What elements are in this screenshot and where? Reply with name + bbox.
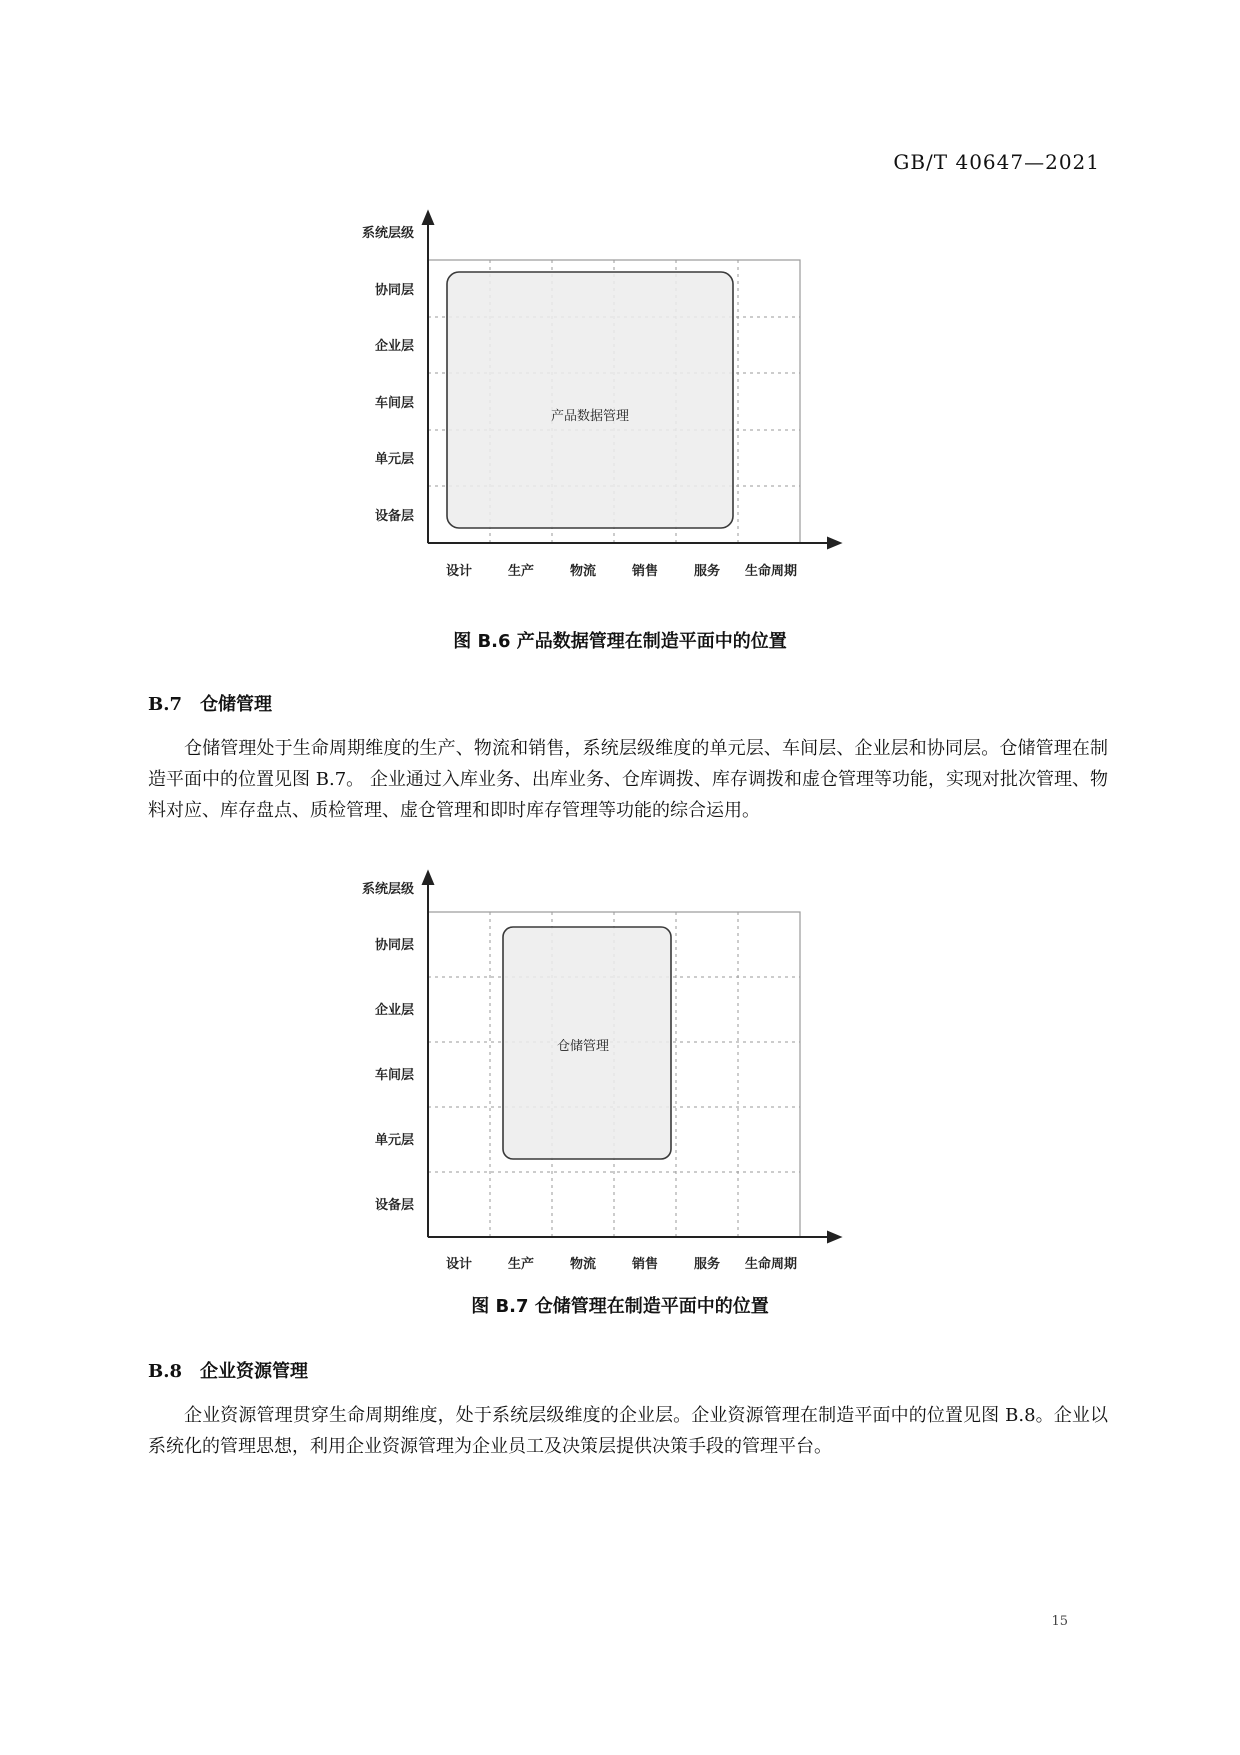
stage-label: 物流 [569,1257,597,1272]
figure-b7-caption: 图 B.7 仓储管理在制造平面中的位置 [471,1296,769,1317]
standard-code: GB/T 40647—2021 [893,150,1100,174]
section-heading-b7 [148,690,272,716]
level-label: 设备层 [374,509,414,524]
level-label: 企业层 [374,339,414,354]
region-label: 仓储管理 [556,1039,610,1054]
stage-labels [446,1256,720,1272]
y-axis-label: 系统层级 [362,226,415,241]
figure-b7-diagram [362,870,850,1272]
x-axis-label: 生命周期 [745,564,798,579]
figure-b6-diagram [362,210,850,610]
figure-b6-svg [362,210,850,610]
level-labels [375,282,414,524]
stage-label: 生产 [507,564,535,579]
region-label: 产品数据管理 [550,409,630,424]
level-label: 协同层 [374,283,414,298]
stage-label: 服务 [693,1257,721,1272]
level-label: 企业层 [374,1003,414,1018]
level-label: 协同层 [374,938,414,953]
stage-label: 物流 [569,564,597,579]
y-axis-label: 系统层级 [362,882,415,897]
section-number: B.7 [148,694,183,715]
section-b8-paragraph: 企业资源管理贯穿生命周期维度，处于系统层级维度的企业层。企业资源管理在制造平面中的位置见图 B.8。企业以系统化的管理思想，利用企业资源管理为企业员工及决策层提供决策手段的管理平台。 [148,1405,1108,1457]
figure-b6-caption: 图 B.6 产品数据管理在制造平面中的位置 [453,631,787,652]
page-number: 15 [1051,1614,1068,1629]
level-label: 单元层 [374,1133,414,1148]
section-number: B.8 [148,1361,183,1382]
stage-label: 设计 [445,1257,473,1272]
stage-label: 设计 [445,564,473,579]
section-heading-b8 [148,1357,308,1383]
level-label: 车间层 [374,396,414,411]
figure-b7-svg [362,870,850,1272]
level-label: 设备层 [374,1198,414,1213]
stage-label: 生产 [507,1257,535,1272]
level-label: 车间层 [374,1068,414,1083]
x-axis-label: 生命周期 [745,1257,798,1272]
section-b7-paragraph: 仓储管理处于生命周期维度的生产、物流和销售，系统层级维度的单元层、车间层、企业层和协同层。仓储管理在制造平面中的位置见图 B.7。 企业通过入库业务、出库业务、仓库调拨、库存调拨和虚仓管理等功能，实现对批次管理、物料对应、库存盘点、质检管理、虚仓管理和即时库存管理等功能的综合运用。 [148,738,1108,821]
region-box [447,272,733,528]
level-labels [375,937,414,1213]
section-title: 企业资源管理 [200,1361,308,1382]
stage-label: 销售 [631,564,659,579]
level-label: 单元层 [374,452,414,467]
section-title: 仓储管理 [200,694,272,715]
stage-labels [446,563,720,579]
stage-label: 销售 [631,1257,659,1272]
stage-label: 服务 [693,564,721,579]
